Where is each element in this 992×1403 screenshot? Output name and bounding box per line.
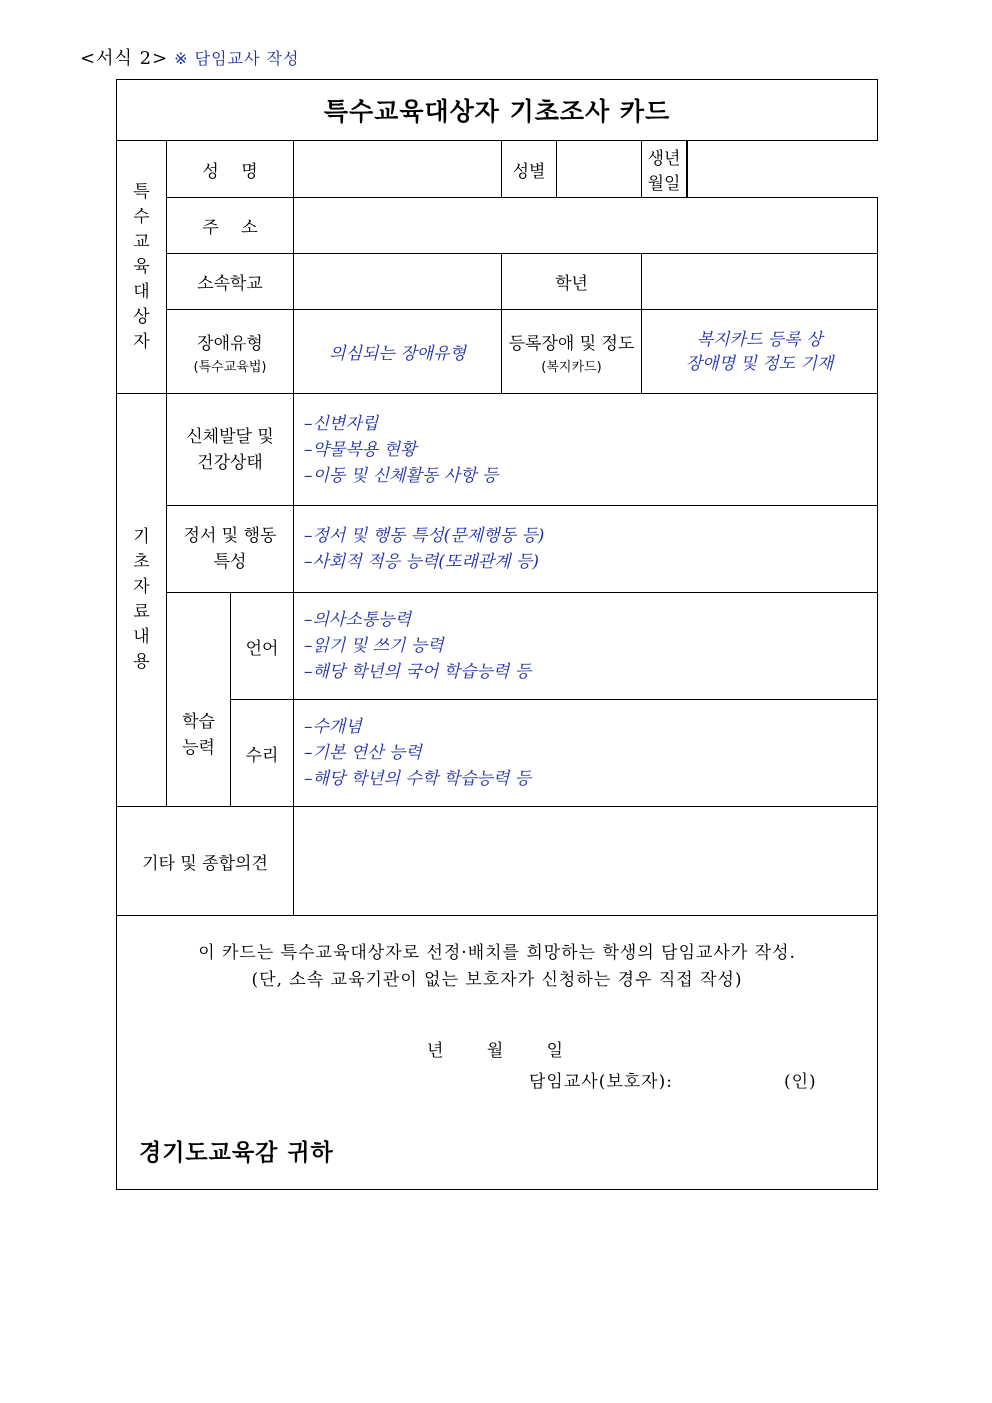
seal-mark: (인) — [784, 1072, 817, 1092]
gender-field[interactable] — [557, 141, 642, 198]
signer-label: 담임교사(보호자): — [529, 1072, 673, 1092]
physical-label: 신체발달 및 건강상태 — [167, 394, 294, 506]
grade-label: 학년 — [502, 254, 642, 310]
disability-type-field[interactable]: 의심되는 장애유형 — [294, 310, 502, 394]
name-field[interactable] — [294, 141, 502, 198]
footer-instruction: 이 카드는 특수교육대상자로 선정·배치를 희망하는 학생의 담임교사가 작성. — [198, 943, 796, 963]
survey-card-table — [116, 79, 878, 1190]
form-header — [80, 44, 299, 70]
birth-label-and-field[interactable] — [642, 141, 688, 198]
name-label: 성 명 — [167, 141, 294, 198]
math-label: 수리 — [231, 700, 294, 807]
disability-type-label: 장애유형 (특수교육법) — [167, 310, 294, 394]
other-opinion-field[interactable] — [294, 807, 878, 916]
other-opinion-label: 기타 및 종합의견 — [117, 807, 294, 916]
school-field[interactable] — [294, 254, 502, 310]
section-label-student: 특 수 교 육 대 상 자 — [117, 141, 167, 394]
grade-field[interactable] — [642, 254, 878, 310]
registered-disability-field[interactable]: 복지카드 등록 상 장애명 및 정도 기재 — [642, 310, 878, 394]
physical-field[interactable]: –신변자립 –약물복용 현황 –이동 및 신체활동 사항 등 — [294, 394, 878, 506]
language-label: 언어 — [231, 593, 294, 700]
footer-exception: (단, 소속 교육기관이 없는 보호자가 신청하는 경우 직접 작성) — [251, 970, 743, 990]
registered-disability-label: 등록장애 및 정도 (복지카드) — [502, 310, 642, 394]
school-label: 소속학교 — [167, 254, 294, 310]
birth-label: 생년월일 — [642, 141, 687, 197]
form-number: <서식 2> — [80, 48, 169, 69]
address-field[interactable] — [294, 198, 878, 254]
language-field[interactable]: –의사소통능력 –읽기 및 쓰기 능력 –해당 학년의 국어 학습능력 등 — [294, 593, 878, 700]
card-title: 특수교육대상자 기초조사 카드 — [117, 80, 878, 141]
section-label-basic-data: 기 초 자 료 내 용 — [117, 394, 167, 807]
card-footer — [117, 916, 878, 1190]
date-line: 년 월 일 — [427, 1041, 565, 1061]
form-note: ※ 담임교사 작성 — [174, 49, 300, 68]
gender-label: 성별 — [502, 141, 557, 198]
recipient: 경기도교육감 귀하 — [139, 1139, 334, 1166]
learning-label: 학습 능력 — [167, 593, 231, 807]
emotion-label: 정서 및 행동 특성 — [167, 506, 294, 593]
signature-field[interactable] — [673, 1067, 773, 1089]
emotion-field[interactable]: –정서 및 행동 특성(문제행동 등) –사회적 적응 능력(또래관계 등) — [294, 506, 878, 593]
math-field[interactable]: –수개념 –기본 연산 능력 –해당 학년의 수학 학습능력 등 — [294, 700, 878, 807]
address-label: 주 소 — [167, 198, 294, 254]
